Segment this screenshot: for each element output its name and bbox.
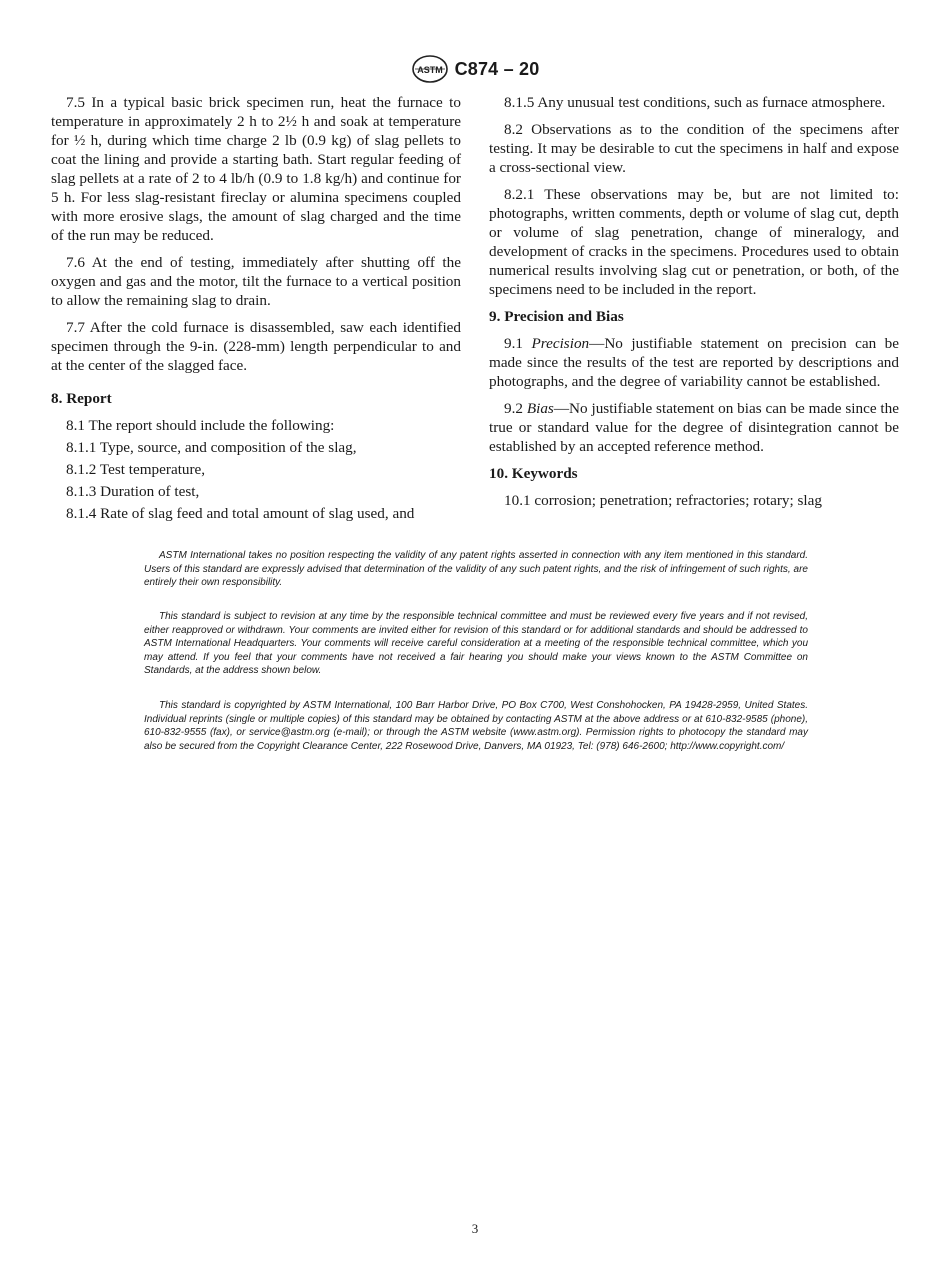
paragraph-9-2-number: 9.2 [504,400,523,417]
paragraph-9-2 [489,399,899,456]
list-item-8-1-5: 8.1.5 Any unusual test conditions, such as furnace atmosphere. [504,94,886,111]
paragraph-9-1-text: —No justifiable statement on precision can be made since the results of the test are reported by descriptions and photographs, and the degree of variability cannot be established. [489,335,900,390]
paragraph-8-1: 8.1 The report should include the following: [66,417,335,434]
bias-term: Bias [526,400,554,417]
paragraph-9-1 [489,334,899,391]
copyright-notice: This standard is copyrighted by ASTM International, 100 Barr Harbor Drive, PO Box C700, West Conshohocken, PA 19428-2959, United States. Individual reprints (single or multiple copies) of this standard may be obtained by contacting ASTM at the above address or at 610-832-9585 (phone), 610-832-9555 (fax), or service@astm.org (e-mail); or through the ASTM website (www.astm.org). Permission rights to photocopy the standard may also be secured from the Copyright Clearance Center, 222 Rosewood Drive, Danvers, MA 01923, Tel: (978) 646-2600; http://www.copyright.com/ [144,700,808,752]
paragraph-8-2-1: 8.2.1 These observations may be, but are not limited to: photographs, written comments, depth or volume of slag cut, depth or volume of slag penetration, change of mineralogy, and development of cracks in the specimens. Procedures used to obtain numerical results involving slag cut or penetration, or both, of the specimens need to be included in the report. [489,186,899,298]
section-heading-report: 8. Report [51,390,112,407]
paragraph-9-1-number: 9.1 [504,335,523,352]
list-item-8-1-1: 8.1.1 Type, source, and composition of the slag, [66,439,357,456]
page-number: 3 [471,1221,479,1236]
page-header [0,52,950,86]
precision-term: Precision [531,335,590,352]
paragraph-9-2-text: —No justifiable statement on bias can be made since the true or standard value for the degree of disintegration cannot be established by an accepted reference method. [489,400,899,455]
right-column [489,93,899,518]
section-heading-precision-bias: 9. Precision and Bias [489,308,624,325]
document-designation: C874 – 20 [454,58,540,79]
list-item-8-1-2: 8.1.2 Test temperature, [66,461,206,478]
revision-notice: This standard is subject to revision at any time by the responsible technical committee and must be reviewed every five years and if not revised, either reapproved or withdrawn. Your comments are invited either for revision of this standard or for additional standards and should be addressed to ASTM International Headquarters. Your comments will receive careful consideration at a meeting of the responsible technical committee, which you may attend. If you feel that your comments have not received a fair hearing you should make your views known to the ASTM Committee on Standards, at the address shown below. [144,611,808,676]
section-heading-keywords: 10. Keywords [489,465,578,482]
astm-logo-icon [411,54,449,84]
list-item-8-1-4: 8.1.4 Rate of slag feed and total amount of slag used, and [66,505,415,522]
patent-notice: ASTM International takes no position respecting the validity of any patent rights asserted in connection with any item mentioned in this standard. Users of this standard are expressly advised that determination of the validity of any such patent rights, and the risk of infringement of such rights, are entirely their own responsibility. [144,550,808,588]
paragraph-7-7: 7.7 After the cold furnace is disassembled, saw each identified specimen through the 9-in. (228-mm) length perpendicular to and at the center of the slagged face. [51,319,461,374]
paragraph-7-5: 7.5 In a typical basic brick specimen run, heat the furnace to temperature in approximately 2 h to 2½ h and soak at temperature for ½ h, during which time charge 2 lb (0.9 kg) of slag pellets to coat the lining and provide a starting bath. Start regular feeding of slag pellets at a rate of 2 to 4 lb/h (0.9 to 1.8 kg/h) and continue for 5 h. For less slag-resistant fireclay or alumina specimens coupled with more erosive slags, the amount of slag charged and the time of the run may be reduced. [51,94,461,244]
astm-logo-text: ASTM [416,65,443,75]
list-item-8-1-3: 8.1.3 Duration of test, [66,483,200,500]
left-column [51,93,461,526]
paragraph-10-1: 10.1 corrosion; penetration; refractories; rotary; slag [504,492,822,509]
paragraph-8-2: 8.2 Observations as to the condition of the specimens after testing. It may be desirable to cut the specimens in half and expose a cross-sectional view. [489,121,899,176]
paragraph-7-6: 7.6 At the end of testing, immediately after shutting off the oxygen and gas and the motor, tilt the furnace to a vertical position to allow the remaining slag to drain. [51,254,461,309]
